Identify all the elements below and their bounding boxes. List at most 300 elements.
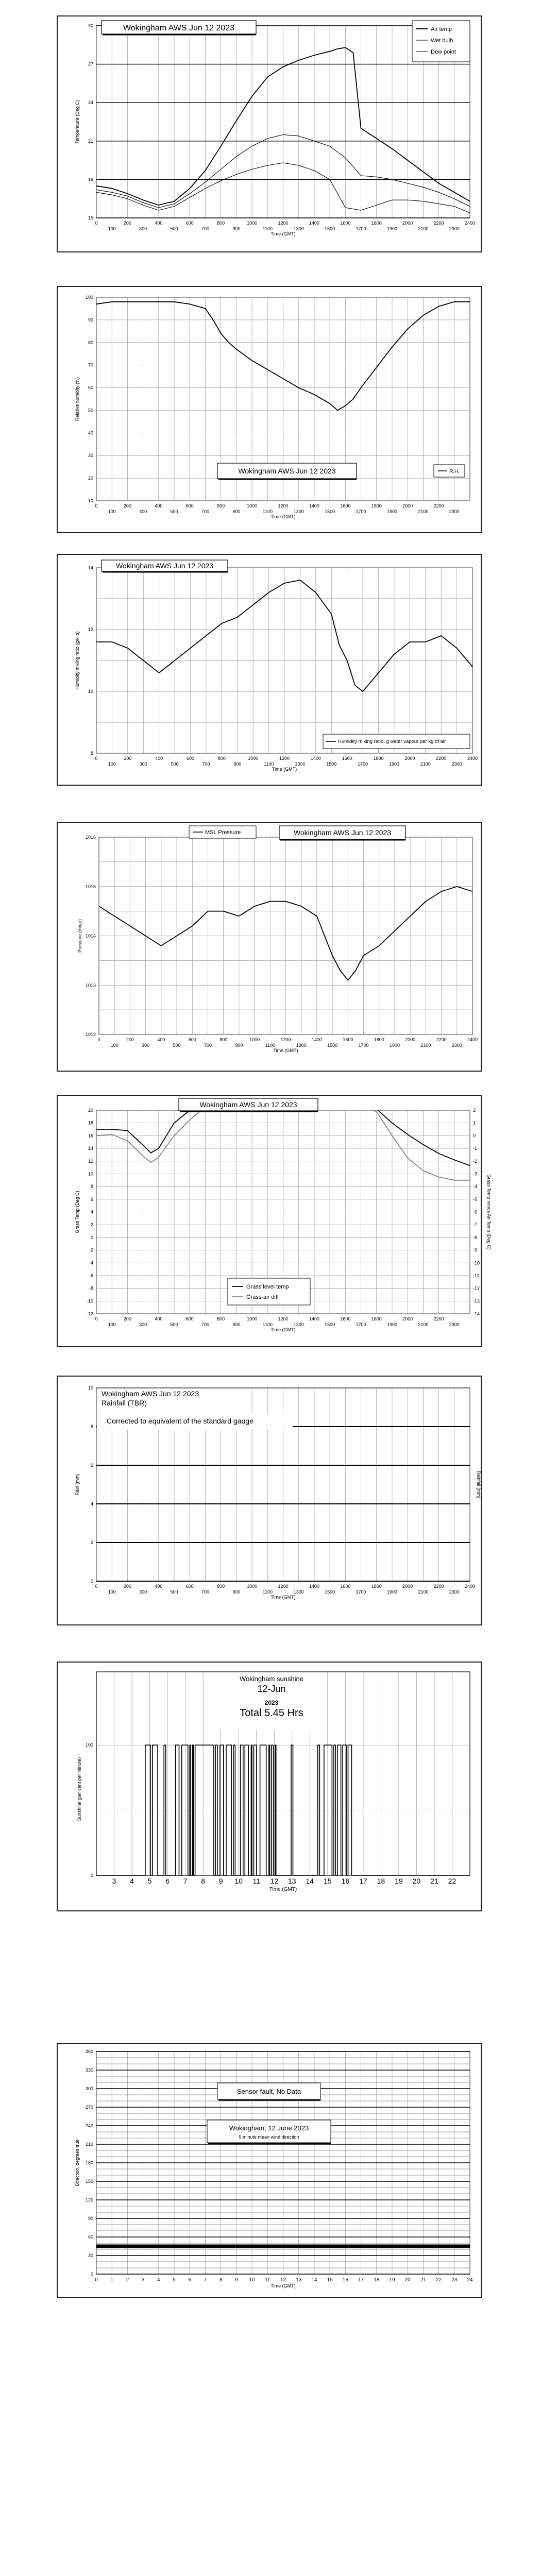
y-axis-label: Direction, degrees true xyxy=(75,2139,80,2187)
y-right-tick-label: -4 xyxy=(473,1184,478,1190)
x-tick-label: 1200 xyxy=(279,756,290,761)
x-tick-label: 2400 xyxy=(464,1584,476,1589)
y-tick-label: 8 xyxy=(90,1184,93,1190)
sunshine-total: Total 5.45 Hrs xyxy=(240,1707,303,1719)
x-tick-label: 1800 xyxy=(371,221,382,226)
x-tick-label: 1100 xyxy=(263,761,274,767)
x-tick-label: 700 xyxy=(202,761,210,767)
y-tick-label: 21 xyxy=(88,138,93,144)
x-tick-label: 17 xyxy=(358,2277,364,2283)
x-tick-label: 11 xyxy=(265,2277,270,2283)
x-tick-label: 2400 xyxy=(467,756,478,761)
y-axis-label: Rain (mm) xyxy=(75,1473,80,1496)
x-tick-label: 1700 xyxy=(356,226,366,231)
y-right-tick-label: -3 xyxy=(473,1171,478,1177)
x-axis-label: Time (GMT) xyxy=(270,1327,296,1332)
y-tick-label: 6 xyxy=(90,1196,93,1202)
y-tick-label: 50 xyxy=(88,408,93,413)
y-axis-label: Temperature (Deg C) xyxy=(75,100,80,144)
x-tick-label: 10 xyxy=(234,1877,243,1885)
x-tick-label: 2100 xyxy=(420,761,431,767)
x-tick-label: 2100 xyxy=(418,226,429,231)
x-tick-label: 2200 xyxy=(433,1584,444,1589)
x-tick-label: 500 xyxy=(170,1322,178,1327)
pressure-chart xyxy=(58,823,481,1071)
x-tick-label: 900 xyxy=(232,1322,241,1327)
x-tick-label: 300 xyxy=(139,226,147,231)
x-tick-label: 900 xyxy=(235,1043,243,1048)
x-tick-label: 2100 xyxy=(420,1043,431,1048)
x-tick-label: 800 xyxy=(217,503,225,509)
y-tick-label: 20 xyxy=(88,1108,93,1113)
x-tick-label: 1100 xyxy=(262,1589,273,1595)
x-tick-label: 4 xyxy=(157,2277,160,2283)
y-tick-label: 1016 xyxy=(85,835,96,840)
x-tick-label: 500 xyxy=(173,1043,181,1048)
x-tick-label: 100 xyxy=(108,1322,116,1327)
x-tick-label: 16 xyxy=(342,2277,348,2283)
chart-subtitle: 12-Jun xyxy=(257,1684,286,1694)
x-tick-label: 300 xyxy=(142,1043,150,1048)
y-tick-label: 8 xyxy=(90,1424,93,1429)
x-tick-label: 600 xyxy=(185,503,194,509)
x-tick-label: 2200 xyxy=(436,1037,447,1042)
x-tick-label: 700 xyxy=(201,1322,209,1327)
chart-title: Wokingham AWS Jun 12 2023 xyxy=(102,1389,199,1398)
y-tick-label: 18 xyxy=(88,177,93,182)
rainfall-chart xyxy=(58,1377,481,1624)
y-tick-label: 210 xyxy=(85,2142,93,2147)
legend-label: Grass level temp xyxy=(246,1284,289,1290)
x-tick-label: 2000 xyxy=(402,503,413,509)
x-tick-label: 800 xyxy=(217,1584,225,1589)
y-tick-label: 10 xyxy=(88,1385,93,1391)
y-tick-label: 30 xyxy=(88,2253,93,2258)
x-tick-label: 13 xyxy=(296,2277,302,2283)
y-tick-label: 70 xyxy=(88,362,93,368)
x-tick-label: 500 xyxy=(170,226,178,231)
x-tick-label: 13 xyxy=(288,1877,296,1885)
x-tick-label: 18 xyxy=(374,2277,380,2283)
y-tick-label: 30 xyxy=(88,453,93,459)
x-tick-label: 400 xyxy=(155,1316,163,1321)
y-tick-label: 330 xyxy=(85,2067,93,2073)
chart-title: Wokingham AWS Jun 12 2023 xyxy=(293,828,392,837)
x-tick-label: 2200 xyxy=(433,221,444,226)
x-tick-label: 9 xyxy=(235,2277,238,2283)
y-tick-label: 12 xyxy=(88,627,93,632)
y-tick-label: 0 xyxy=(90,1873,93,1878)
y-tick-label: 16 xyxy=(88,1133,93,1139)
y-right-tick-label: -1 xyxy=(473,1146,478,1151)
y-tick-label: 1015 xyxy=(85,884,96,889)
y-tick-label: 1013 xyxy=(85,982,96,988)
x-tick-label: 2100 xyxy=(418,1589,429,1595)
x-tick-label: 1100 xyxy=(262,226,273,231)
y-tick-label: 60 xyxy=(88,2234,93,2240)
y-tick-label: 4 xyxy=(90,1501,93,1506)
chart-subtitle: Rainfall (TBR) xyxy=(102,1399,147,1407)
x-tick-label: 1500 xyxy=(325,226,335,231)
y-tick-label: 15 xyxy=(88,215,93,221)
x-tick-label: 2400 xyxy=(467,1037,478,1042)
x-tick-label: 100 xyxy=(110,1043,119,1048)
legend-label: MSL Pressure xyxy=(205,829,241,836)
x-tick-label: 22 xyxy=(436,2277,442,2283)
y-tick-label: 10 xyxy=(88,689,93,694)
y-tick-label: 0 xyxy=(90,2272,93,2277)
x-tick-label: 300 xyxy=(139,761,147,767)
x-tick-label: 1700 xyxy=(356,1589,366,1595)
x-tick-label: 2300 xyxy=(451,1043,462,1048)
x-tick-label: 400 xyxy=(157,1037,165,1042)
x-tick-label: 1800 xyxy=(373,756,384,761)
x-tick-label: 1600 xyxy=(342,756,352,761)
x-tick-label: 1200 xyxy=(278,1584,289,1589)
x-tick-label: 1700 xyxy=(358,761,368,767)
grass-temp-chart-panel xyxy=(57,1095,492,1347)
chart-title: Wokingham sunshine xyxy=(239,1675,304,1683)
temperature-chart-panel xyxy=(57,15,482,252)
rainfall-chart-panel xyxy=(57,1376,482,1625)
y-right-axis-label: Rainfall (mm) xyxy=(476,1470,481,1499)
x-tick-label: 400 xyxy=(155,756,163,761)
x-tick-label: 1300 xyxy=(295,761,306,767)
y-right-tick-label: -2 xyxy=(473,1158,478,1164)
x-tick-label: 2000 xyxy=(404,756,415,761)
x-tick-label: 1500 xyxy=(326,761,337,767)
y-right-tick-label: -6 xyxy=(473,1209,478,1215)
x-tick-label: 500 xyxy=(171,761,179,767)
x-tick-label: 7 xyxy=(183,1877,188,1885)
x-tick-label: 19 xyxy=(395,1877,403,1885)
x-tick-label: 700 xyxy=(201,226,209,231)
y-tick-label: 2 xyxy=(90,1222,93,1228)
y-right-tick-label: 2 xyxy=(473,1108,476,1113)
x-tick-label: 23 xyxy=(451,2277,458,2283)
x-tick-label: 1300 xyxy=(293,1589,304,1595)
x-tick-label: 2300 xyxy=(451,761,462,767)
x-tick-label: 200 xyxy=(123,221,131,226)
x-tick-label: 200 xyxy=(123,1316,131,1321)
x-tick-label: 0 xyxy=(95,503,98,509)
grass-temp-chart xyxy=(58,1096,492,1346)
wind-direction-chart-panel xyxy=(57,2043,482,2298)
x-tick-label: 1000 xyxy=(248,756,259,761)
x-tick-label: 2200 xyxy=(433,503,444,509)
relative-humidity-chart xyxy=(58,287,481,532)
y-right-tick-label: -7 xyxy=(473,1222,478,1228)
x-tick-label: 14 xyxy=(311,2277,317,2283)
x-tick-label: 1300 xyxy=(296,1043,307,1048)
x-tick-label: 5 xyxy=(147,1877,152,1885)
x-tick-label: 1200 xyxy=(280,1037,291,1042)
x-tick-label: 2300 xyxy=(449,1589,460,1595)
x-tick-label: 1700 xyxy=(356,509,366,514)
y-right-tick-label: 0 xyxy=(473,1133,476,1139)
x-tick-label: 1900 xyxy=(386,1589,397,1595)
x-tick-label: 1600 xyxy=(340,1584,351,1589)
x-tick-label: 9 xyxy=(218,1877,223,1885)
y-right-tick-label: -5 xyxy=(473,1196,478,1202)
x-tick-label: 1000 xyxy=(247,221,258,226)
wind-direction-chart xyxy=(58,2044,481,2297)
x-tick-label: 1800 xyxy=(374,1037,384,1042)
x-tick-label: 2 xyxy=(126,2277,129,2283)
legend-label: Grass-air diff xyxy=(246,1294,279,1300)
x-tick-label: 500 xyxy=(170,1589,178,1595)
mixing-ratio-chart xyxy=(58,555,481,785)
sunshine-chart-panel xyxy=(57,1662,482,1911)
x-tick-label: 100 xyxy=(108,226,116,231)
x-tick-label: 15 xyxy=(324,1877,332,1885)
x-tick-label: 4 xyxy=(130,1877,134,1885)
x-tick-label: 1500 xyxy=(327,1043,338,1048)
temperature-chart xyxy=(58,16,481,251)
y-tick-label: 90 xyxy=(88,2216,93,2221)
chart-annotation: Sensor fault, No Data xyxy=(236,2088,301,2095)
y-tick-label: 18 xyxy=(88,1120,93,1126)
x-tick-label: 200 xyxy=(126,1037,134,1042)
y-tick-label: 14 xyxy=(88,1146,93,1151)
x-tick-label: 800 xyxy=(217,221,225,226)
x-tick-label: 1100 xyxy=(265,1043,275,1048)
x-axis-label: Time (GMT) xyxy=(270,1595,296,1600)
y-tick-label: 90 xyxy=(88,317,93,323)
x-tick-label: 1800 xyxy=(371,503,382,509)
x-tick-label: 1500 xyxy=(325,1589,335,1595)
x-tick-label: 8 xyxy=(219,2277,223,2283)
y-tick-label: -10 xyxy=(86,1298,93,1304)
x-tick-label: 900 xyxy=(232,1589,241,1595)
x-axis-label: Time (GMT) xyxy=(272,767,297,772)
x-tick-label: 20 xyxy=(412,1877,421,1885)
x-tick-label: 400 xyxy=(155,221,163,226)
x-tick-label: 700 xyxy=(204,1043,212,1048)
legend-box xyxy=(228,1278,310,1305)
y-tick-label: 120 xyxy=(85,2197,93,2202)
x-tick-label: 1300 xyxy=(293,509,304,514)
x-tick-label: 1600 xyxy=(340,503,351,509)
y-tick-label: 10 xyxy=(88,1171,93,1177)
y-right-tick-label: -8 xyxy=(473,1234,478,1240)
x-tick-label: 17 xyxy=(359,1877,367,1885)
y-tick-label: 10 xyxy=(88,498,93,503)
y-tick-label: 100 xyxy=(85,295,93,300)
x-tick-label: 1000 xyxy=(247,503,258,509)
x-tick-label: 18 xyxy=(377,1877,385,1885)
x-tick-label: 1900 xyxy=(386,509,397,514)
y-right-tick-label: -14 xyxy=(473,1311,480,1316)
x-tick-label: 1000 xyxy=(247,1584,258,1589)
y-axis-label: Grass Temp (Deg C) xyxy=(75,1191,80,1233)
x-tick-label: 1200 xyxy=(278,503,289,509)
x-tick-label: 2400 xyxy=(464,221,476,226)
x-tick-label: 200 xyxy=(123,1584,131,1589)
x-tick-label: 1700 xyxy=(356,1322,366,1327)
y-right-tick-label: -11 xyxy=(473,1273,480,1278)
x-tick-label: 1200 xyxy=(278,1316,289,1321)
x-tick-label: 1800 xyxy=(371,1584,382,1589)
chart-subtitle: 5 minute mean wind direction xyxy=(239,2134,299,2140)
x-axis-label: Time (GMT) xyxy=(273,1048,298,1053)
x-axis-label: Time (GMT) xyxy=(270,514,296,519)
x-tick-label: 1300 xyxy=(293,1322,304,1327)
x-tick-label: 800 xyxy=(219,1037,228,1042)
y-tick-label: 100 xyxy=(85,1742,93,1748)
x-tick-label: 20 xyxy=(404,2277,411,2283)
chart-title: Wokingham AWS Jun 12 2023 xyxy=(115,562,214,570)
x-tick-label: 900 xyxy=(232,509,241,514)
chart-title: Wokingham AWS Jun 12 2023 xyxy=(123,24,235,32)
y-right-tick-label: -10 xyxy=(473,1260,480,1266)
mixing-ratio-chart-panel xyxy=(57,554,482,786)
x-tick-label: 1900 xyxy=(386,226,397,231)
x-tick-label: 1100 xyxy=(262,1322,273,1327)
y-tick-label: 360 xyxy=(85,2049,93,2054)
x-tick-label: 900 xyxy=(233,761,242,767)
x-tick-label: 2000 xyxy=(402,1316,413,1321)
x-tick-label: 200 xyxy=(123,503,131,509)
y-tick-label: 12 xyxy=(88,1158,93,1164)
x-tick-label: 600 xyxy=(185,221,194,226)
x-tick-label: 21 xyxy=(430,1877,438,1885)
x-tick-label: 10 xyxy=(249,2277,255,2283)
y-tick-label: -8 xyxy=(89,1285,93,1291)
x-tick-label: 1400 xyxy=(311,1037,322,1042)
x-tick-label: 2300 xyxy=(449,509,460,514)
y-tick-label: 1012 xyxy=(85,1032,96,1037)
y-tick-label: 2 xyxy=(90,1540,93,1545)
x-tick-label: 300 xyxy=(139,1322,147,1327)
x-tick-label: 100 xyxy=(108,761,116,767)
x-tick-label: 2200 xyxy=(433,1316,444,1321)
x-tick-label: 2000 xyxy=(405,1037,416,1042)
y-tick-label: 6 xyxy=(90,1463,93,1468)
chart-title: Wokingham AWS Jun 12 2023 xyxy=(199,1100,297,1109)
legend-label: Humidity mixing ratio, g water vapour per kg of air xyxy=(338,739,446,744)
x-tick-label: 1900 xyxy=(386,1322,397,1327)
x-tick-label: 3 xyxy=(141,2277,145,2283)
y-tick-label: 8 xyxy=(90,751,93,756)
x-tick-label: 1200 xyxy=(278,221,289,226)
legend-label: R.H. xyxy=(449,469,460,474)
x-tick-label: 300 xyxy=(139,509,147,514)
chart-year: 2023 xyxy=(264,1699,279,1706)
x-tick-label: 1700 xyxy=(358,1043,369,1048)
chart-title: Wokingham AWS Jun 12 2023 xyxy=(238,467,336,475)
y-tick-label: -4 xyxy=(89,1260,93,1266)
x-tick-label: 600 xyxy=(186,756,195,761)
x-tick-label: 0 xyxy=(95,2277,98,2283)
x-tick-label: 2300 xyxy=(449,226,460,231)
x-tick-label: 0 xyxy=(95,756,98,761)
x-tick-label: 6 xyxy=(188,2277,192,2283)
y-tick-label: 0 xyxy=(90,1234,93,1240)
y-right-tick-label: -12 xyxy=(473,1285,480,1291)
x-tick-label: 400 xyxy=(155,503,163,509)
x-tick-label: 16 xyxy=(341,1877,350,1885)
x-tick-label: 19 xyxy=(389,2277,395,2283)
legend-label: Wet bulb xyxy=(431,38,453,44)
y-tick-label: -2 xyxy=(89,1247,93,1253)
chart-annotation: Corrected to equivalent of the standard gauge xyxy=(107,1417,253,1425)
x-tick-label: 700 xyxy=(201,1589,209,1595)
y-tick-label: 14 xyxy=(88,565,93,570)
x-tick-label: 900 xyxy=(232,226,241,231)
x-tick-label: 300 xyxy=(139,1589,147,1595)
x-tick-label: 14 xyxy=(306,1877,314,1885)
x-axis-label: Time (GMT) xyxy=(270,231,296,236)
x-tick-label: 1400 xyxy=(309,221,319,226)
x-tick-label: 1500 xyxy=(325,509,335,514)
x-tick-label: 100 xyxy=(108,509,116,514)
x-tick-label: 2200 xyxy=(436,756,447,761)
x-axis-label: Time (GMT) xyxy=(269,1887,297,1892)
x-tick-label: 1400 xyxy=(309,503,319,509)
x-tick-label: 1500 xyxy=(325,1322,335,1327)
y-tick-label: 24 xyxy=(88,100,93,106)
y-tick-label: 240 xyxy=(85,2123,93,2128)
chart-title: Wokingham, 12 June 2023 xyxy=(229,2124,309,2132)
y-tick-label: 27 xyxy=(88,61,93,67)
humidity-chart-panel xyxy=(57,286,482,533)
y-axis-label: Pressure (mbar) xyxy=(77,919,82,953)
y-tick-label: 150 xyxy=(85,2179,93,2184)
x-tick-label: 2000 xyxy=(402,221,413,226)
x-tick-label: 1600 xyxy=(340,1316,351,1321)
legend-label: Dew point xyxy=(431,49,456,55)
x-tick-label: 21 xyxy=(420,2277,426,2283)
x-tick-label: 1800 xyxy=(371,1316,382,1321)
x-tick-label: 100 xyxy=(108,1589,116,1595)
x-tick-label: 0 xyxy=(95,1316,98,1321)
x-tick-label: 200 xyxy=(124,756,132,761)
x-tick-label: 5 xyxy=(173,2277,176,2283)
x-tick-label: 12 xyxy=(280,2277,286,2283)
y-tick-label: 30 xyxy=(88,23,93,28)
y-tick-label: 1014 xyxy=(85,933,96,939)
x-tick-label: 1 xyxy=(110,2277,113,2283)
y-tick-label: 20 xyxy=(88,476,93,481)
x-tick-label: 12 xyxy=(270,1877,279,1885)
x-tick-label: 1000 xyxy=(249,1037,260,1042)
x-tick-label: 800 xyxy=(217,756,226,761)
y-axis-label: Relative humidity (%) xyxy=(75,377,80,421)
y-axis-label: Humidity mixing ratio (g/kilo) xyxy=(75,631,80,690)
x-tick-label: 1600 xyxy=(340,221,351,226)
legend-label: Air temp xyxy=(431,26,452,32)
x-tick-label: 600 xyxy=(185,1316,194,1321)
x-tick-label: 1100 xyxy=(262,509,273,514)
x-tick-label: 1000 xyxy=(247,1316,258,1321)
x-tick-label: 1400 xyxy=(309,1584,319,1589)
y-tick-label: 0 xyxy=(90,1579,93,1584)
x-tick-label: 0 xyxy=(95,1584,98,1589)
x-tick-label: 8 xyxy=(201,1877,206,1885)
x-tick-label: 600 xyxy=(185,1584,194,1589)
x-tick-label: 0 xyxy=(95,221,98,226)
x-tick-label: 7 xyxy=(204,2277,207,2283)
x-tick-label: 1900 xyxy=(389,1043,400,1048)
y-tick-label: 80 xyxy=(88,340,93,345)
x-tick-label: 1900 xyxy=(388,761,399,767)
x-tick-label: 2000 xyxy=(402,1584,413,1589)
x-tick-label: 1300 xyxy=(293,226,304,231)
x-tick-label: 700 xyxy=(201,509,209,514)
y-axis-label: Sunshine (per cent per minute) xyxy=(77,1757,82,1821)
x-tick-label: 1400 xyxy=(310,756,321,761)
